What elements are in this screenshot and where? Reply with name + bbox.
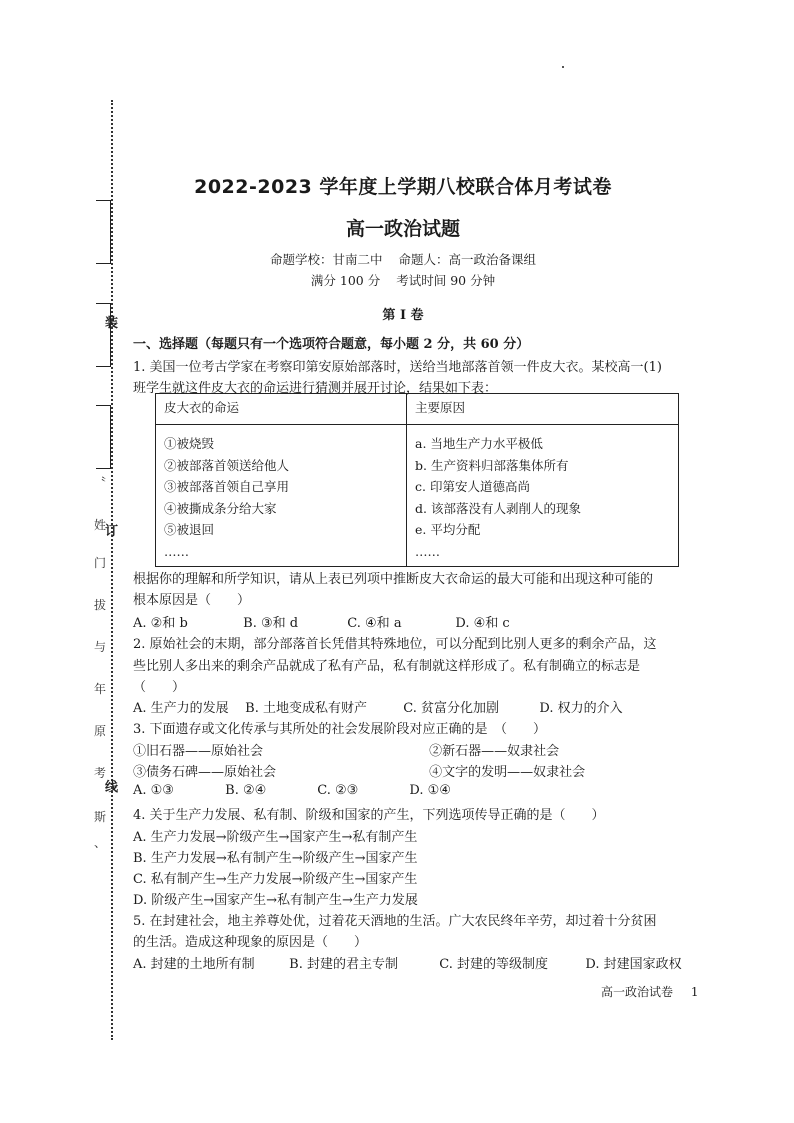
q1-stem-line-1: 1. 美国一位考古学家在考察印第安原始部落时，送给当地部落首领一件皮大衣。某校高一(1)	[133, 360, 662, 375]
q5-options	[133, 953, 682, 972]
q3-items-row-2	[133, 761, 585, 780]
q1-table	[155, 393, 679, 567]
q2-option-c[interactable]: C. 贫富分化加剧	[403, 701, 500, 716]
footer-label: 高一政治试卷	[601, 985, 674, 999]
q1-table-header-reason: 主要原因	[407, 394, 679, 425]
exam-meta-line-1	[133, 250, 673, 268]
q5-line-2: 的生活。造成这种现象的原因是（ ）	[133, 935, 368, 950]
exam-author: 命题人：高一政治备课组	[398, 252, 536, 267]
exam-meta-line-2	[133, 271, 673, 289]
q1-fate: ⑤被退回	[164, 522, 215, 537]
q1-reason: b. 生产资料归部落集体所有	[415, 457, 569, 473]
q2-line-2: 些比别人多出来的剩余产品就成了私有产品，私有制就这样形成了。私有制确立的标志是	[133, 659, 641, 674]
q1-reason: d. 该部落没有人剥削人的现象	[415, 500, 581, 516]
q2-line-1: 2. 原始社会的末期，部分部落首长凭借其特殊地位，可以分配到比别人更多的剩余产品，这	[133, 637, 657, 652]
q2-option-b[interactable]: B. 土地变成私有财产	[245, 701, 367, 716]
q4-option-a[interactable]: A. 生产力发展→阶级产生→国家产生→私有制产生	[133, 830, 418, 845]
q4-stem: 4. 关于生产力发展、私有制、阶级和国家的产生，下列选项传导正确的是（ ）	[133, 808, 605, 823]
q3-items-row-1	[133, 740, 559, 759]
q1-fate: ③被部落首领自己享用	[164, 479, 290, 494]
margin-char: 拔	[94, 598, 107, 612]
margin-char: 斯	[94, 810, 107, 824]
exam-score: 满分 100 分	[310, 273, 381, 288]
q5-option-d[interactable]: D. 封建国家政权	[585, 957, 682, 972]
q1-option-d[interactable]: D. ④和 c	[455, 616, 510, 631]
q2-option-d[interactable]: D. 权力的介入	[539, 701, 623, 716]
q1-reasons-cell	[407, 425, 679, 567]
page-footer	[601, 983, 698, 1000]
q1-reason: ……	[415, 543, 441, 559]
footer-page-number: 1	[690, 985, 699, 999]
scan-speck	[562, 66, 564, 68]
q5-option-c[interactable]: C. 封建的等级制度	[439, 957, 549, 972]
volume-title: 第 I 卷	[382, 308, 424, 323]
exam-title: 2022-2023 学年度上学期八校联合体月考试卷	[194, 176, 612, 198]
binding-bracket-3	[96, 405, 111, 469]
binding-bracket-1	[96, 200, 111, 264]
q5-line-1: 5. 在封建社会，地主养尊处优，过着花天酒地的生活。广大农民终年辛劳，却过着十分贫困	[133, 914, 657, 929]
q1-option-c[interactable]: C. ④和 a	[347, 616, 402, 631]
q4-option-c[interactable]: C. 私有制产生→生产力发展→阶级产生→国家产生	[133, 872, 418, 887]
q4-option-b[interactable]: B. 生产力发展→私有制产生→阶级产生→国家产生	[133, 851, 418, 866]
q1-fate: ④被撕成条分给大家	[164, 500, 277, 516]
q1-options	[133, 612, 510, 631]
q1-reason: c. 印第安人道德高尚	[415, 479, 530, 494]
margin-char: 门	[94, 556, 107, 570]
q1-after-line-2: 根本原因是（ ）	[133, 593, 251, 608]
q2-options	[133, 697, 623, 716]
q3-option-d[interactable]: D. ①④	[409, 783, 451, 798]
q5-option-a[interactable]: A. 封建的土地所有制	[133, 957, 255, 972]
q3-item-3: ③债务石碑——原始社会	[133, 765, 277, 780]
exam-subtitle: 高一政治试题	[345, 218, 460, 240]
binding-dotted-line	[111, 100, 113, 1040]
q1-fate: ……	[164, 543, 189, 559]
margin-char: 姓	[94, 518, 107, 532]
q3-option-a[interactable]: A. ①③	[133, 783, 174, 798]
binding-label-xian: 线	[105, 780, 119, 795]
q3-item-1: ①旧石器——原始社会	[133, 744, 264, 759]
margin-char: 原	[94, 724, 107, 738]
q3-item-2: ②新石器——奴隶社会	[429, 744, 560, 759]
q1-reason: a. 当地生产力水平极低	[415, 436, 543, 451]
binding-label-ding: 订	[105, 524, 119, 539]
margin-char: 年	[94, 682, 107, 696]
q3-options	[133, 783, 451, 798]
binding-label-zhuang: 装	[105, 316, 119, 331]
q1-reason: e. 平均分配	[415, 522, 481, 537]
section-heading: 一、选择题（每题只有一个选项符合题意，每小题 2 分，共 60 分）	[133, 337, 530, 352]
q1-after-line-1: 根据你的理解和所学知识，请从上表已列项中推断皮大衣命运的最大可能和出现这种可能的	[133, 572, 654, 587]
margin-char: 、	[94, 836, 107, 850]
q1-fate: ①被烧毁	[164, 436, 215, 451]
margin-char: 〝	[94, 476, 107, 490]
q2-option-a[interactable]: A. 生产力的发展	[133, 701, 229, 716]
q4-option-d[interactable]: D. 阶级产生→国家产生→私有制产生→生产力发展	[133, 893, 418, 908]
q1-fate: ②被部落首领送给他人	[164, 457, 290, 473]
margin-char: 与	[94, 640, 107, 654]
q1-option-b[interactable]: B. ③和 d	[243, 616, 299, 631]
q3-stem: 3. 下面遗存或文化传承与其所处的社会发展阶段对应正确的是 （ ）	[133, 722, 547, 737]
q1-fates-cell	[156, 425, 407, 567]
q1-stem-line-2: 班学生就这件皮大衣的命运进行猜测并展开讨论，结果如下表：	[133, 381, 498, 396]
q1-table-header-fate: 皮大衣的命运	[156, 394, 407, 425]
q5-option-b[interactable]: B. 封建的君主专制	[289, 957, 398, 972]
q1-option-a[interactable]: A. ②和 b	[133, 616, 188, 631]
margin-char: 考	[94, 766, 107, 780]
q2-line-3: （ ）	[133, 680, 186, 695]
exam-school: 命题学校：甘南二中	[269, 252, 383, 267]
q3-item-4: ④文字的发明——奴隶社会	[429, 765, 586, 780]
q3-option-b[interactable]: B. ②④	[225, 783, 267, 798]
q3-option-c[interactable]: C. ②③	[317, 783, 359, 798]
exam-time: 考试时间 90 分钟	[396, 273, 496, 288]
